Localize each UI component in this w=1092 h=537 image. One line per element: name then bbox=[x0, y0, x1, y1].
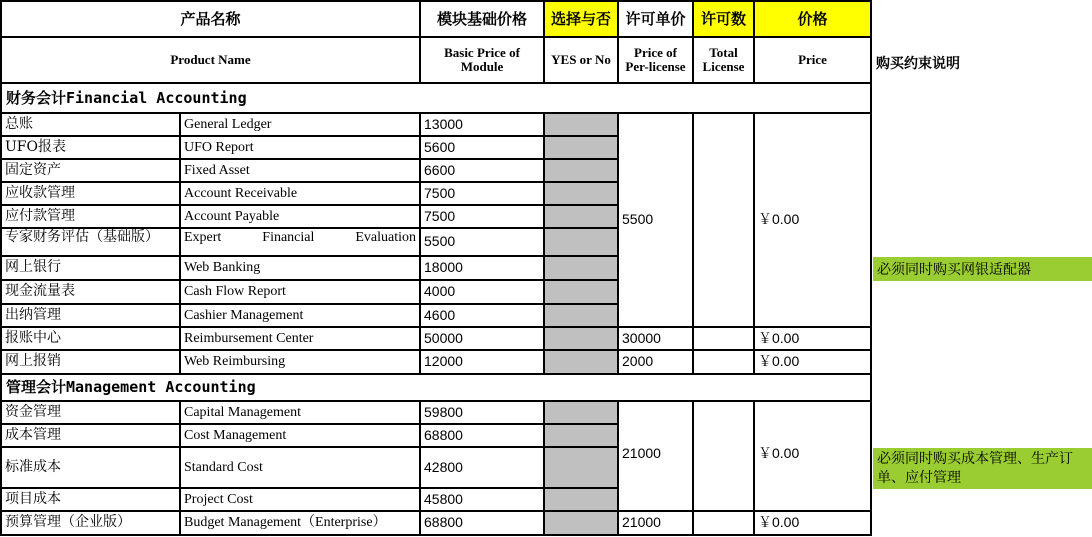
select-cell[interactable] bbox=[545, 160, 619, 183]
basic-price: 4000 bbox=[421, 281, 545, 305]
product-name-zh: 网上报销 bbox=[0, 351, 181, 375]
license-count-input[interactable] bbox=[694, 351, 755, 375]
license-count-input[interactable] bbox=[694, 512, 755, 536]
product-name-zh: 预算管理（企业版） bbox=[0, 512, 181, 536]
section-title: 管理会计Management Accounting bbox=[0, 375, 872, 402]
basic-price: 50000 bbox=[421, 328, 545, 351]
product-name-en-word: Financial bbox=[262, 230, 315, 245]
product-name-zh: 项目成本 bbox=[0, 489, 181, 512]
product-name-zh: 资金管理 bbox=[0, 402, 181, 425]
header-price-en: Price bbox=[755, 38, 872, 84]
unit-price: 2000 bbox=[619, 351, 694, 375]
product-name-zh: 应付款管理 bbox=[0, 206, 181, 229]
basic-price: 4600 bbox=[421, 305, 545, 328]
price: ￥0.00 bbox=[755, 512, 872, 536]
purchase-note-header: 购买约束说明 bbox=[876, 56, 960, 72]
product-name-en: Web Banking bbox=[181, 257, 421, 281]
select-cell[interactable] bbox=[545, 257, 619, 281]
basic-price: 68800 bbox=[421, 425, 545, 448]
unit-price-merged: 5500 bbox=[619, 114, 694, 328]
select-cell[interactable] bbox=[545, 351, 619, 375]
product-name-zh: 标准成本 bbox=[0, 448, 181, 489]
header-license-count-en: Total License bbox=[694, 38, 755, 84]
product-name-en: Cash Flow Report bbox=[181, 281, 421, 305]
select-cell[interactable] bbox=[545, 229, 619, 257]
basic-price: 68800 bbox=[421, 512, 545, 536]
basic-price: 7500 bbox=[421, 206, 545, 229]
product-name-zh: 专家财务评估（基础版） bbox=[0, 229, 181, 257]
product-name-en: Capital Management bbox=[181, 402, 421, 425]
header-basic-price-zh: 模块基础价格 bbox=[421, 0, 545, 38]
product-name-en: Account Payable bbox=[181, 206, 421, 229]
header-unit-price-en: Price of Per-license bbox=[619, 38, 694, 84]
license-count-input[interactable] bbox=[694, 114, 755, 328]
product-name-en: Project Cost bbox=[181, 489, 421, 512]
basic-price: 45800 bbox=[421, 489, 545, 512]
select-cell[interactable] bbox=[545, 137, 619, 160]
product-name-en: General Ledger bbox=[181, 114, 421, 137]
header-product-name-en: Product Name bbox=[0, 38, 421, 84]
price-merged: ￥0.00 bbox=[755, 114, 872, 328]
header-select-zh: 选择与否 bbox=[545, 0, 619, 38]
select-cell[interactable] bbox=[545, 402, 619, 425]
section-title: 财务会计Financial Accounting bbox=[0, 84, 872, 114]
basic-price: 5500 bbox=[421, 229, 545, 257]
product-name-en bbox=[181, 229, 421, 257]
select-cell[interactable] bbox=[545, 305, 619, 328]
product-name-en-word: Evaluation bbox=[355, 230, 416, 245]
select-cell[interactable] bbox=[545, 183, 619, 206]
unit-price-merged: 21000 bbox=[619, 402, 694, 512]
product-name-zh: 总账 bbox=[0, 114, 181, 137]
header-unit-price-zh: 许可单价 bbox=[619, 0, 694, 38]
product-name-en: Cashier Management bbox=[181, 305, 421, 328]
basic-price: 12000 bbox=[421, 351, 545, 375]
basic-price: 7500 bbox=[421, 183, 545, 206]
header-basic-price-en: Basic Price of Module bbox=[421, 38, 545, 84]
price-merged: ￥0.00 bbox=[755, 402, 872, 512]
product-name-zh: UFO报表 bbox=[0, 137, 181, 160]
product-name-zh: 应收款管理 bbox=[0, 183, 181, 206]
product-name-en: Cost Management bbox=[181, 425, 421, 448]
product-name-zh: 成本管理 bbox=[0, 425, 181, 448]
select-cell[interactable] bbox=[545, 425, 619, 448]
purchase-constraint-note: 必须同时购买成本管理、生产订单、应付管理 bbox=[873, 448, 1092, 489]
select-cell[interactable] bbox=[545, 448, 619, 489]
product-name-en: Reimbursement Center bbox=[181, 328, 421, 351]
unit-price: 21000 bbox=[619, 512, 694, 536]
header-select-en: YES or No bbox=[545, 38, 619, 84]
license-count-input[interactable] bbox=[694, 402, 755, 512]
product-name-en-word: Expert bbox=[184, 230, 222, 245]
header-license-count-zh: 许可数 bbox=[694, 0, 755, 38]
license-count-input[interactable] bbox=[694, 328, 755, 351]
select-cell[interactable] bbox=[545, 281, 619, 305]
basic-price: 13000 bbox=[421, 114, 545, 137]
header-product-name-zh: 产品名称 bbox=[0, 0, 421, 38]
select-cell[interactable] bbox=[545, 114, 619, 137]
product-name-zh: 报账中心 bbox=[0, 328, 181, 351]
product-name-zh: 出纳管理 bbox=[0, 305, 181, 328]
select-cell[interactable] bbox=[545, 489, 619, 512]
product-name-en: Web Reimbursing bbox=[181, 351, 421, 375]
unit-price: 30000 bbox=[619, 328, 694, 351]
product-name-en: UFO Report bbox=[181, 137, 421, 160]
header-price-zh: 价格 bbox=[755, 0, 872, 38]
select-cell[interactable] bbox=[545, 512, 619, 536]
basic-price: 18000 bbox=[421, 257, 545, 281]
product-name-en: Account Receivable bbox=[181, 183, 421, 206]
product-name-en: Budget Management（Enterprise） bbox=[181, 512, 421, 536]
product-name-en: Fixed Asset bbox=[181, 160, 421, 183]
basic-price: 6600 bbox=[421, 160, 545, 183]
product-name-en: Standard Cost bbox=[181, 448, 421, 489]
select-cell[interactable] bbox=[545, 206, 619, 229]
basic-price: 5600 bbox=[421, 137, 545, 160]
select-cell[interactable] bbox=[545, 328, 619, 351]
product-name-zh: 固定资产 bbox=[0, 160, 181, 183]
basic-price: 42800 bbox=[421, 448, 545, 489]
product-name-zh: 现金流量表 bbox=[0, 281, 181, 305]
product-name-zh: 网上银行 bbox=[0, 257, 181, 281]
price: ￥0.00 bbox=[755, 328, 872, 351]
purchase-constraint-note: 必须同时购买网银适配器 bbox=[873, 257, 1092, 281]
basic-price: 59800 bbox=[421, 402, 545, 425]
price: ￥0.00 bbox=[755, 351, 872, 375]
